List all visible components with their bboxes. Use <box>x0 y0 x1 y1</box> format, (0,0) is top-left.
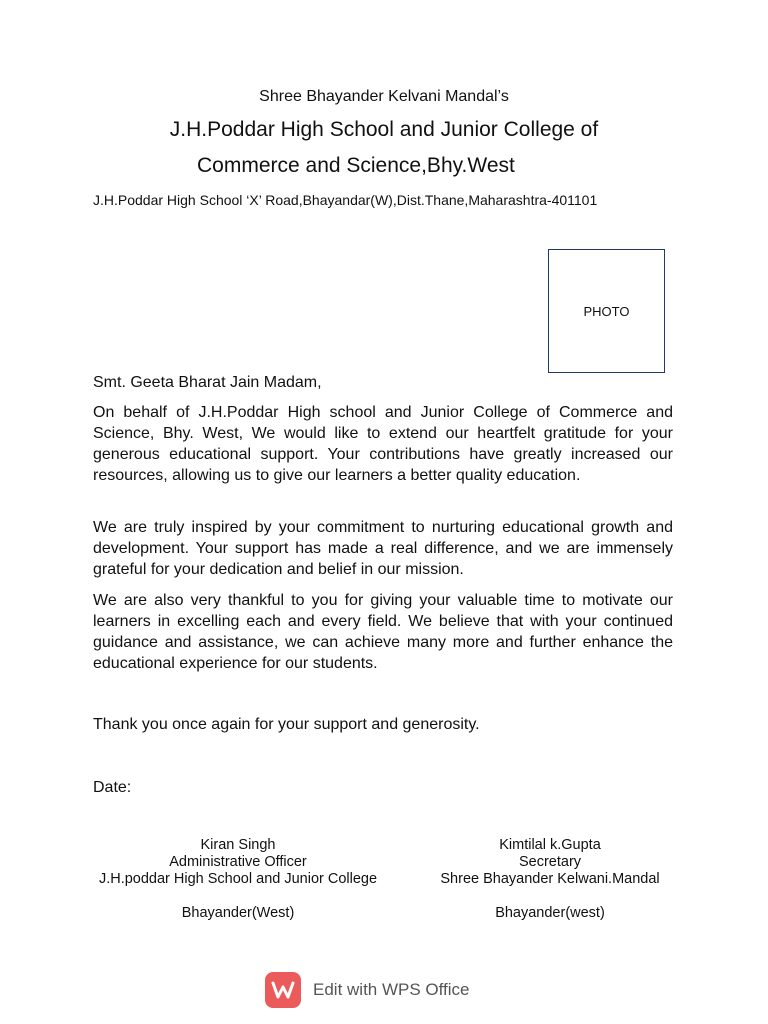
wps-logo-icon <box>265 972 301 1008</box>
photo-label: PHOTO <box>583 303 630 319</box>
trust-name: Shree Bhayander Kelvani Mandal’s <box>259 88 509 105</box>
signatory-block-2 <box>430 837 670 922</box>
letter-paragraph-1: On behalf of J.H.Poddar High school and Junior College of Commerce and Science, Bhy. West, We would like to extend our heartfelt gratitude for your generous educational support. Your contributions have greatly increased our resources, allowing us to give our learners a better quality education. <box>93 404 673 484</box>
thanks-line: Thank you once again for your support and generosity. <box>93 716 480 733</box>
school-address: J.H.Poddar High School ‘X’ Road,Bhayandar(W),Dist.Thane,Maharashtra-401101 <box>93 192 598 208</box>
signatory-block-1 <box>88 837 388 922</box>
wps-label: Edit with WPS Office <box>313 980 470 999</box>
school-name-line1: J.H.Poddar High School and Junior College of <box>169 118 599 141</box>
signatory-city: Bhayander(West) <box>181 905 295 921</box>
date-label: Date: <box>93 779 132 796</box>
signatory-organization: J.H.poddar High School and Junior College <box>98 871 378 887</box>
salutation: Smt. Geeta Bharat Jain Madam, <box>93 374 322 391</box>
signatory-name: Kiran Singh <box>200 837 276 853</box>
signatory-organization: Shree Bhayander Kelwani.Mandal <box>440 871 660 887</box>
signatory-city: Bhayander(west) <box>495 905 605 921</box>
signatory-title: Secretary <box>518 854 582 870</box>
letter-paragraph-3: We are also very thankful to you for giving your valuable time to motivate our learners in excelling each and every field. We believe that with your continued guidance and assistance, we can achieve many more and further enhance the educational experience for our students. <box>93 592 673 672</box>
letter-paragraph-2: We are truly inspired by your commitment to nurturing educational growth and development. Your support has made a real difference, and we are immensely grateful for your dedication and belief in our mission. <box>93 519 673 578</box>
edit-with-wps-button[interactable] <box>265 972 470 1008</box>
signatory-title: Administrative Officer <box>169 854 307 870</box>
signatory-name: Kimtilal k.Gupta <box>499 837 601 853</box>
school-name-line2: Commerce and Science,Bhy.West <box>197 154 515 177</box>
photo-placeholder <box>548 249 665 373</box>
